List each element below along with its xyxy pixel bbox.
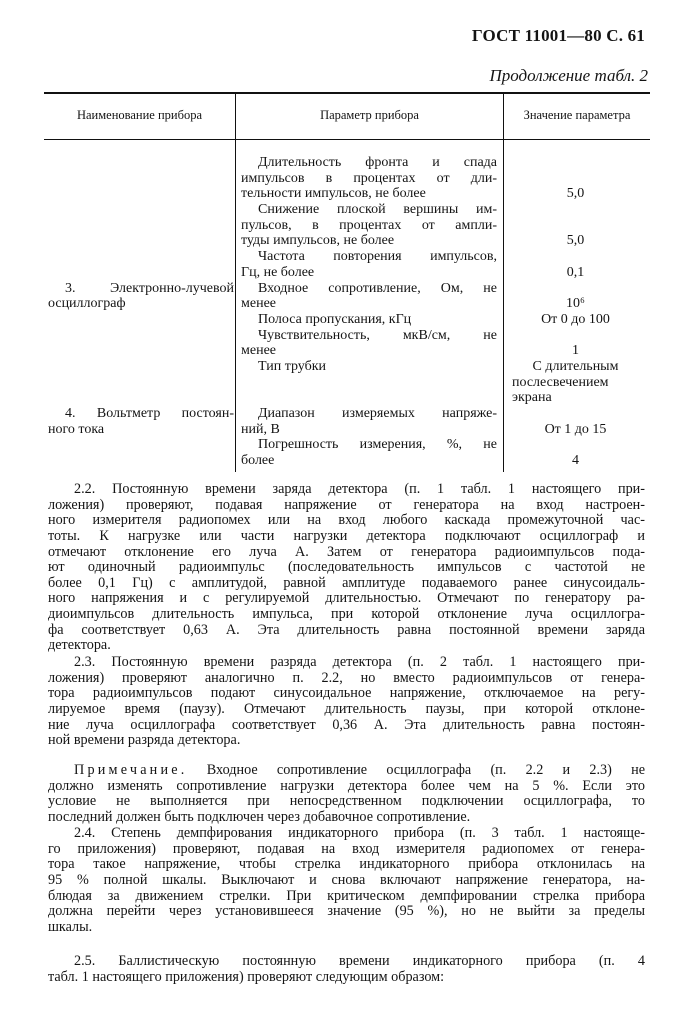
- parameter-column: [241, 155, 497, 469]
- table-cell-line: тельности импульсов, не более: [241, 186, 426, 202]
- table-cell-line: [241, 375, 497, 391]
- paragraph-line: лируемое время (паузу). Отмечают длительность паузы, при которой отклоне-: [48, 700, 645, 717]
- table-cell-line: Входное сопротивление, Ом, не: [258, 280, 497, 296]
- table-header-rule: [44, 139, 650, 140]
- value-column: [508, 155, 643, 469]
- table-cell-line: [48, 343, 234, 359]
- paragraph-line: шкалы.: [48, 918, 93, 935]
- note-label: Примечание.: [74, 762, 188, 778]
- table-cell-line: [508, 155, 643, 171]
- table-cell-line: [48, 202, 234, 218]
- paragraph-line: 2.4. Степень демпфирования индикаторного прибора (п. 3 табл. 1 настояще-: [74, 825, 645, 841]
- paragraph-2-4: [48, 826, 645, 935]
- table-cell-line: Снижение плоской вершины им-: [258, 202, 497, 218]
- paragraph-line: ложения) проверяют аналогично п. 2.2, но вместо радиоимпульсов от генера-: [48, 669, 645, 686]
- table-cell-line: Частота повторения импульсов,: [258, 249, 497, 265]
- table-cell-line: пульсов, в процентах от ампли-: [241, 217, 497, 233]
- paragraph-line: тоты. К нагрузке или части нагрузки детектора подключают осциллограф и: [48, 527, 645, 544]
- paragraph-line: блюдая за движением стрелки. При критическом демпфировании стрелка прибора: [48, 887, 645, 904]
- table-cell-line: [48, 171, 234, 187]
- table-cell-line: менее: [241, 296, 276, 312]
- table-cell-line: 4. Вольтметр постоян-: [65, 406, 234, 421]
- paragraph-line: условие не выполняется при непосредственном подключении осциллографа, то: [48, 793, 645, 810]
- paragraph-line: детектора.: [48, 637, 111, 654]
- column-divider: [235, 93, 236, 472]
- table-cell-line: Гц, не более: [241, 264, 315, 280]
- table-cell-line: [48, 359, 234, 375]
- table-cell-line: Диапазон измеряемых напряже-: [258, 406, 497, 421]
- table-continuation-caption: Продолжение табл. 2: [489, 66, 648, 85]
- table-cell-line: [48, 312, 234, 328]
- table-top-rule: [44, 92, 650, 94]
- paragraph-line: ние луча осциллографа соответствует 0,36 А. Эта длительность равна постоян-: [48, 716, 645, 733]
- paragraph-line: ного напряжения и с регулируемой длительностью. Отмечают по генератору ра-: [48, 590, 645, 607]
- table-cell-line: [48, 233, 234, 249]
- paragraph-line: 2.2. Постоянную времени заряда детектора (п. 1 табл. 1 настоящего при-: [74, 481, 645, 497]
- paragraph-line: тора такое напряжение, чтобы стрелка индикаторного прибора отклонилась на: [48, 856, 645, 873]
- document-header-standard: ГОСТ 11001—80 С. 61: [471, 26, 645, 45]
- table-cell-line: 4: [572, 453, 579, 469]
- table-cell-line: [48, 375, 234, 391]
- table-cell-line: послесвечением: [512, 374, 609, 390]
- paragraph-line: более 0,1 Гц) с амплитудой, равной амплитуде подаваемого ранее синусоидаль-: [48, 574, 645, 591]
- table-cell-line: [48, 249, 234, 265]
- paragraph-2-3: [48, 655, 645, 749]
- paragraph-line: 95 % полной шкалы. Выключают и снова включают напряжение генератора, на-: [48, 871, 645, 888]
- table-cell-line: [48, 390, 234, 406]
- paragraph-line: ного измерителя радиопомех или на вход любого каскада промежуточной час-: [48, 512, 645, 529]
- table-cell-line: [508, 281, 643, 297]
- table-cell-line: 10⁶: [566, 296, 585, 312]
- paragraph-2-5: [48, 954, 645, 985]
- device-name-column: [48, 155, 234, 469]
- table-header-device-name: Наименование прибора: [76, 108, 203, 122]
- paragraph-line: го приложения) проверяют, подавая на вход измерителя радиопомех от генера-: [48, 840, 645, 857]
- table-cell-line: 3. Электронно-лучевой: [65, 280, 234, 296]
- table-cell-line: осциллограф: [48, 296, 126, 312]
- paragraph-line: 2.3. Постоянную времени разряда детектора (п. 2 табл. 1 настоящего при-: [74, 654, 645, 670]
- table-cell-line: [48, 328, 234, 344]
- paragraph-line: должно изменять сопротивление нагрузки детектора более чем на 5 %. Если это: [48, 777, 645, 794]
- table-cell-line: От 1 до 15: [544, 421, 607, 437]
- table-cell-line: более: [241, 453, 275, 469]
- table-cell-line: От 0 до 100: [541, 311, 610, 327]
- table-cell-line: [508, 437, 643, 453]
- table-cell-line: [48, 186, 234, 202]
- table-header-value: Значение параметра: [523, 108, 631, 122]
- table-cell-line: Чувствительность, мкВ/см, не: [258, 327, 497, 343]
- table-cell-line: 5,0: [566, 233, 585, 249]
- table-cell-line: ний, В: [241, 421, 280, 437]
- note-paragraph: [48, 763, 645, 826]
- table-cell-line: С длительным: [532, 358, 619, 374]
- paragraph-line: отмечают отклонение его луча А. Затем от генератора радиоимпульсов пода-: [48, 543, 645, 560]
- paragraph-line: тора радиоимпульсов подают синусоидальное напряжение, отключаемое на регу-: [48, 685, 645, 702]
- paragraph-line-text: Входное сопротивление осциллографа (п. 2.2 и 2.3) не: [206, 762, 646, 778]
- paragraph-line: ложения) проверяют, подавая напряжение от генератора на вход настроен-: [48, 496, 645, 513]
- table-cell-line: 0,1: [566, 264, 585, 280]
- table-cell-line: [48, 155, 234, 171]
- table-cell-line: [508, 328, 643, 344]
- paragraph-line: ют одиночный радиоимпульс (последовательность импульсов с частотой не: [48, 559, 645, 576]
- table-cell-line: туды импульсов, не более: [241, 233, 395, 249]
- table-cell-line: [508, 406, 643, 422]
- paragraph-line: табл. 1 настоящего приложения) проверяют следующим образом:: [48, 968, 445, 985]
- table-cell-line: экрана: [512, 390, 552, 406]
- table-cell-line: [508, 218, 643, 234]
- paragraph-line: ной времени разряда детектора.: [48, 732, 241, 749]
- table-cell-line: [48, 437, 234, 453]
- table-cell-line: [48, 218, 234, 234]
- table-cell-line: Тип трубки: [258, 358, 327, 374]
- paragraph-2-2: [48, 482, 645, 654]
- table-cell-line: Длительность фронта и спада: [258, 155, 497, 170]
- paragraph-line: фа соответствует 0,63 А. Эта длительность равна постоянной времени заряда: [48, 621, 645, 638]
- table-cell-line: 1: [572, 343, 579, 359]
- paragraph-line: последний должен быть подключен через добавочное сопротивление.: [48, 808, 471, 825]
- column-divider: [503, 93, 504, 472]
- table-cell-line: Погрешность измерения, %, не: [258, 437, 497, 453]
- table-cell-line: менее: [241, 343, 276, 359]
- table-cell-line: [241, 390, 497, 406]
- paragraph-line: диоимпульсов длительность импульса, при которой отклонение луча осциллогра-: [48, 606, 645, 623]
- table-cell-line: импульсов в процентах от дли-: [241, 170, 497, 186]
- table-cell-line: ного тока: [48, 421, 105, 437]
- paragraph-line: [48, 763, 645, 779]
- table-cell-line: [48, 453, 234, 469]
- table-cell-line: [48, 265, 234, 281]
- table-cell-line: [508, 249, 643, 265]
- paragraph-line: должна перейти через установившееся значение (95 %), но не выйти за пределы: [48, 903, 645, 920]
- table-cell-line: [508, 171, 643, 187]
- paragraph-line: 2.5. Баллистическую постоянную времени индикаторного прибора (п. 4: [74, 953, 645, 969]
- table-cell-line: [508, 202, 643, 218]
- table-header-parameter: Параметр прибора: [320, 108, 419, 122]
- table-cell-line: Полоса пропускания, кГц: [258, 311, 412, 327]
- table-cell-line: 5,0: [566, 186, 585, 202]
